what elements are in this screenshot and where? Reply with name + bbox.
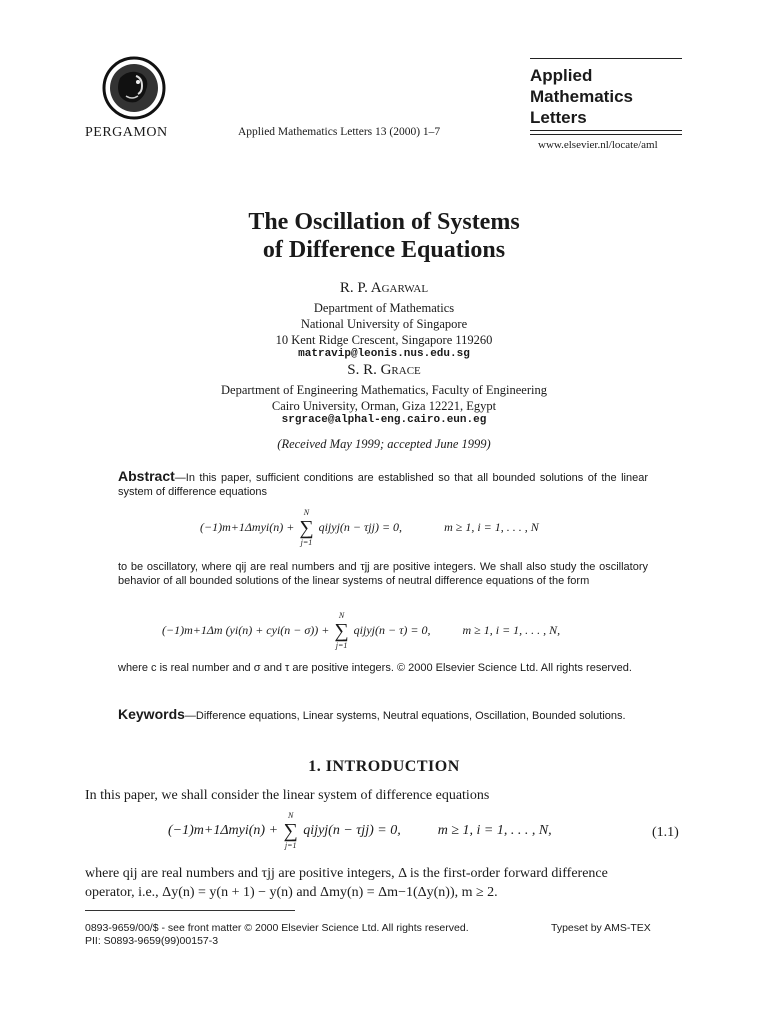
- sum-upper-limit: N: [287, 811, 294, 820]
- abstract-heading: Abstract: [118, 468, 175, 484]
- sum-lower-limit: j=1: [284, 841, 297, 850]
- footnote-rule: [85, 910, 295, 911]
- equation-number: (1.1): [652, 825, 679, 840]
- footnote: [85, 922, 469, 948]
- summation-symbol: N ∑ j=1: [334, 611, 349, 650]
- author-block: [0, 362, 768, 426]
- abstract-intro: [118, 469, 648, 499]
- equation-condition: m ≥ 1, i = 1, . . . , N: [444, 519, 539, 534]
- summation-symbol: N ∑ j=1: [283, 811, 298, 850]
- equation-1-1: [168, 811, 552, 851]
- journal-url[interactable]: www.elsevier.nl/locate/aml: [538, 139, 658, 151]
- equation-lhs: (−1)m+1Δmyi(n) +: [168, 823, 279, 839]
- sum-upper-limit: N: [338, 611, 345, 620]
- author-name: S. R. Grace: [347, 362, 421, 378]
- sum-lower-limit: j=1: [300, 538, 313, 547]
- journal-name-line: Mathematics: [530, 87, 633, 106]
- summation-symbol: N ∑ j=1: [299, 508, 314, 547]
- affiliation-line: Cairo University, Orman, Giza 12221, Egypt: [271, 399, 497, 413]
- masthead-rule-bottom: [530, 130, 682, 135]
- footnote-line: PII: S0893-9659(99)00157-3: [85, 935, 219, 947]
- abstract-text: to be oscillatory, where qij are real numbers and τjj are positive integers. We shall also study the oscillatory behavior of all bounded solutions of the linear systems of neutral difference equations of the form: [118, 561, 648, 587]
- equation-condition: m ≥ 1, i = 1, . . . , N,: [437, 823, 552, 839]
- section-heading: 1. INTRODUCTION: [308, 758, 460, 775]
- sum-lower-limit: j=1: [335, 641, 348, 650]
- author-email[interactable]: srgrace@alphal-eng.cairo.eun.eg: [281, 414, 487, 426]
- keywords-heading: Keywords: [118, 706, 185, 722]
- footnote-line: 0893-9659/00/$ - see front matter © 2000 Elsevier Science Ltd. All rights reserved.: [85, 922, 469, 934]
- author-email[interactable]: matravip@leonis.nus.edu.sg: [298, 348, 470, 360]
- publisher-logo: [98, 56, 170, 120]
- abstract-text: where c is real number and σ and τ are positive integers. © 2000 Elsevier Science Ltd. All rights reserved.: [118, 662, 632, 674]
- title-line: of Difference Equations: [262, 237, 506, 263]
- sum-upper-limit: N: [303, 508, 310, 517]
- body-line: where qij are real numbers and τjj are positive integers, Δ is the first-order forward difference: [85, 866, 608, 881]
- keywords: [118, 707, 648, 723]
- body-line: operator, i.e., Δy(n) = y(n + 1) − y(n) and Δmy(n) = Δm−1(Δy(n)), m ≥ 2.: [85, 885, 498, 900]
- publisher-name: PERGAMON: [85, 125, 168, 140]
- body-paragraph: In this paper, we shall consider the linear system of difference equations: [85, 788, 490, 803]
- paper-title: [0, 208, 768, 264]
- author-name: R. P. Agarwal: [339, 280, 429, 296]
- equation-rhs: qijyj(n − τjj) = 0,: [303, 823, 401, 839]
- journal-name-line: Applied: [530, 66, 593, 85]
- journal-masthead: [530, 58, 682, 135]
- equation-condition: m ≥ 1, i = 1, . . . , N,: [462, 622, 561, 637]
- body-paragraph: [85, 864, 685, 902]
- equation-lhs: (−1)m+1Δmyi(n) +: [200, 519, 295, 534]
- received-dates: (Received May 1999; accepted June 1999): [277, 437, 491, 451]
- typeset-credit: Typeset by AMS-TEX: [551, 922, 651, 934]
- affiliation-line: Department of Mathematics: [313, 301, 455, 315]
- journal-citation: Applied Mathematics Letters 13 (2000) 1–7: [238, 126, 441, 138]
- affiliation-line: National University of Singapore: [300, 317, 468, 331]
- equation-rhs: qijyj(n − τ) = 0,: [353, 622, 431, 637]
- equation-rhs: qijyj(n − τjj) = 0,: [318, 519, 403, 534]
- affiliation-line: Department of Engineering Mathematics, Faculty of Engineering: [221, 383, 547, 397]
- equation-abstract-1: [200, 508, 539, 548]
- journal-name-line: Letters: [530, 108, 587, 127]
- title-line: The Oscillation of Systems: [248, 209, 520, 235]
- affiliation-line: 10 Kent Ridge Crescent, Singapore 119260: [275, 333, 493, 347]
- equation-abstract-2: [162, 611, 560, 651]
- author-block: [0, 280, 768, 360]
- abstract-text: —In this paper, sufficient conditions are established so that all bounded solutions of the linear system of difference equations: [118, 472, 648, 498]
- equation-lhs: (−1)m+1Δm (yi(n) + cyi(n − σ)) +: [162, 622, 330, 637]
- journal-name: [530, 59, 682, 130]
- keywords-text: —Difference equations, Linear systems, Neutral equations, Oscillation, Bounded solutions.: [184, 710, 626, 722]
